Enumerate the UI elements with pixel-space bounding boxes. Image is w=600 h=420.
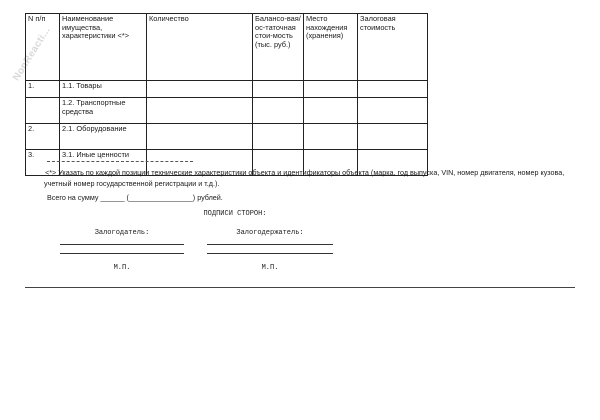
- row-num: 3.: [26, 150, 60, 176]
- table-header-row: [26, 14, 428, 81]
- pledgor-stamp-label: М.П.: [113, 264, 131, 272]
- pledgee-signature-line: [207, 244, 333, 245]
- row-qty-cell: [147, 81, 253, 98]
- row-qty-cell: [147, 124, 253, 150]
- table-row: [26, 98, 428, 124]
- table-row: [26, 124, 428, 150]
- row-pledge-value-cell: [358, 124, 428, 150]
- row-balance-cell: [253, 98, 304, 124]
- row-num: [26, 98, 60, 124]
- header-location: Место нахождения (хранения): [304, 14, 358, 81]
- header-num: N п/п: [26, 14, 60, 81]
- pledgor-signature-line: [60, 244, 184, 245]
- pledged-property-table: [25, 13, 428, 176]
- row-pledge-value-cell: [358, 81, 428, 98]
- row-balance-cell: [253, 124, 304, 150]
- header-pledge-value: Залоговая стоимость: [358, 14, 428, 81]
- page-bottom-rule: [25, 287, 575, 288]
- pledgee-label: Залогодержатель:: [236, 229, 304, 237]
- table-row: [26, 81, 428, 98]
- row-name: 2.1. Оборудование: [60, 124, 147, 150]
- total-amount-line: Всего на сумму ______ (________________) рублей.: [47, 193, 223, 202]
- header-qty: Количество: [147, 14, 253, 81]
- header-name: Наименование имущества, характеристики <*>: [60, 14, 147, 81]
- pledgor-name-line: [60, 253, 184, 254]
- row-qty-cell: [147, 98, 253, 124]
- footnote-text: <*> Указать по каждой позиции технические характеристики объекта и идентификаторы объекта (марка, год выпуска, VIN, номер двигателя, номер кузова, учетный номер государственной регистрации и т.д.).: [44, 168, 565, 189]
- row-name: 1.1. Товары: [60, 81, 147, 98]
- row-location-cell: [304, 81, 358, 98]
- pledgor-label: Залогодатель:: [94, 229, 150, 237]
- row-location-cell: [304, 98, 358, 124]
- footnote-divider: [47, 161, 193, 162]
- row-num: 2.: [26, 124, 60, 150]
- row-pledge-value-cell: [358, 98, 428, 124]
- row-name: 1.2. Транспортные средства: [60, 98, 147, 124]
- pledgee-name-line: [207, 253, 333, 254]
- pledgee-stamp-label: М.П.: [261, 264, 279, 272]
- signatures-title: ПОДПИСИ СТОРОН:: [203, 210, 267, 218]
- row-balance-cell: [253, 81, 304, 98]
- header-balance-value: Балансо-вая/ос-таточная стои-мость (тыс. руб.): [253, 14, 304, 81]
- watermark-logo: NonReacti...: [10, 25, 53, 84]
- row-location-cell: [304, 124, 358, 150]
- row-num: 1.: [26, 81, 60, 98]
- row-name: 3.1. Иные ценности: [60, 150, 147, 176]
